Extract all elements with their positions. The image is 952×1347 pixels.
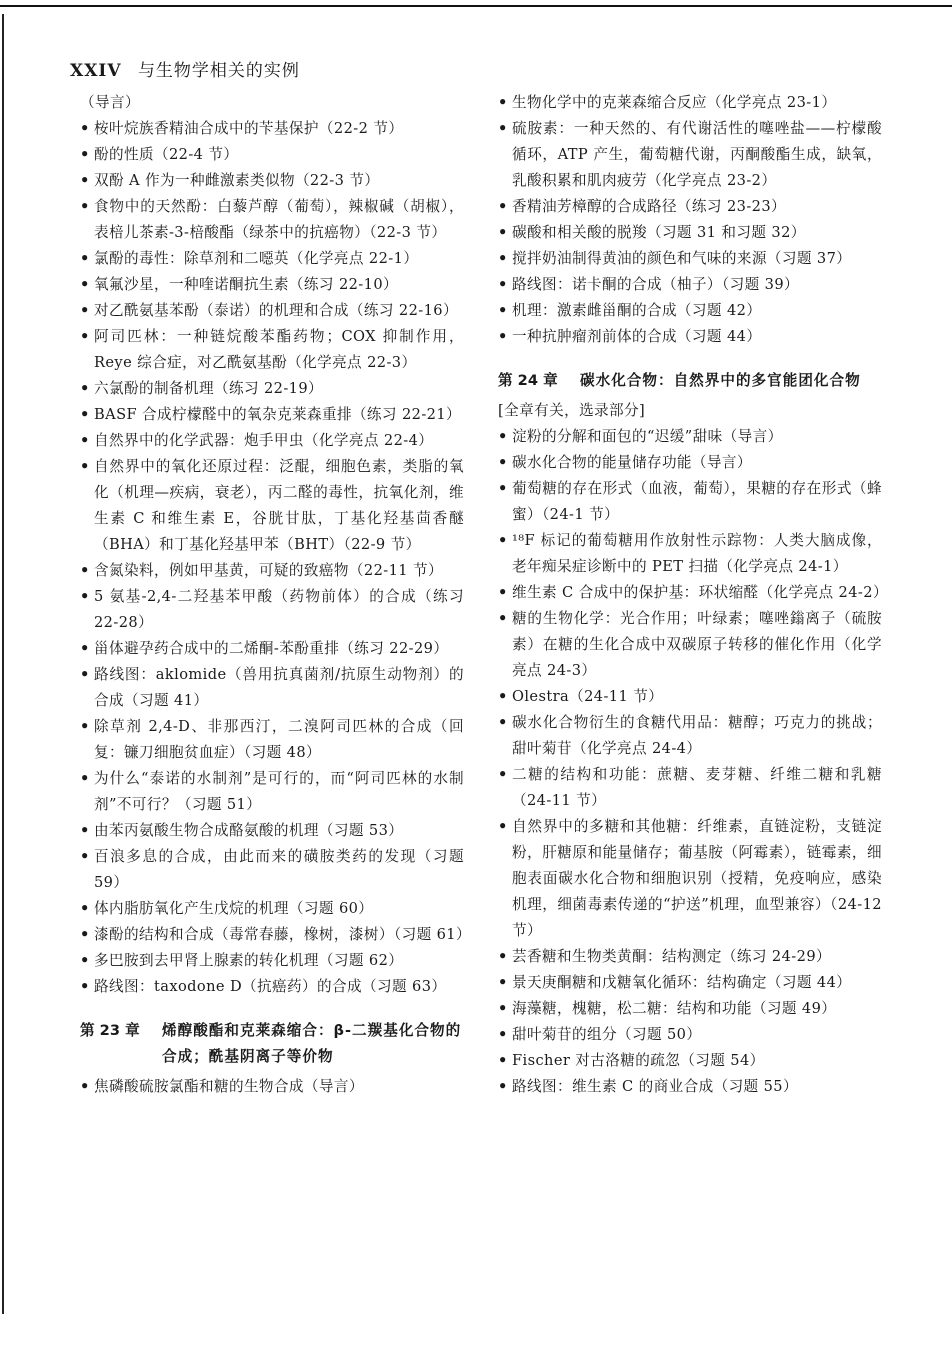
list-item: • 六氯酚的制备机理（练习 22-19） (80, 376, 464, 402)
list-item: • 除草剂 2,4-D、非那西汀，二溴阿司匹林的合成（回复：镰刀细胞贫血症）（习题 48） (80, 714, 464, 766)
list-item: • 氧氟沙星，一种喹诺酮抗生素（练习 22-10） (80, 272, 464, 298)
page-header (70, 56, 300, 81)
list-item: • 对乙酰氨基苯酚（泰诺）的机理和合成（练习 22-16） (80, 298, 464, 324)
list-item: • 桉叶烷族香精油合成中的苄基保护（22-2 节） (80, 116, 464, 142)
right-item-list (498, 90, 882, 350)
list-item: • 二糖的结构和功能：蔗糖、麦芽糖、纤维二糖和乳糖（24-11 节） (498, 762, 882, 814)
list-item: • 多巴胺到去甲肾上腺素的转化机理（习题 62） (80, 948, 464, 974)
chapter-23-item-list (80, 1074, 464, 1100)
page-number: XXIV (70, 61, 122, 81)
list-item: • 淀粉的分解和面包的“迟缓”甜味（导言） (498, 424, 882, 450)
list-item: • 维生素 C 合成中的保护基：环状缩醛（化学亮点 24-2） (498, 580, 882, 606)
list-item: • 氯酚的毒性：除草剂和二噁英（化学亮点 22-1） (80, 246, 464, 272)
list-item: • 碳水化合物的能量储存功能（导言） (498, 450, 882, 476)
list-item: • 自然界中的多糖和其他糖：纤维素，直链淀粉，支链淀粉，肝糖原和能量储存；葡基胺（阿霉素），链霉素，细胞表面碳水化合物和细胞识别（授精，免疫响应，感染机理，细菌毒素传递的“护送”机理，血型兼容）（24-12 节） (498, 814, 882, 944)
left-item-list (80, 116, 471, 1000)
list-item: • 碳酸和相关酸的脱羧（习题 31 和习题 32） (498, 220, 882, 246)
list-item: • 碳水化合物衍生的食糖代用品：糖醇；巧克力的挑战；甜叶菊苷（化学亮点 24-4） (498, 710, 882, 762)
chapter-24-heading (498, 368, 882, 394)
chapter-24-item-list (498, 424, 888, 1100)
list-item: • BASF 合成柠檬醛中的氧杂克莱森重排（练习 22-21） (80, 402, 464, 428)
list-item: • 路线图：taxodone D（抗癌药）的合成（习题 63） (80, 974, 464, 1000)
list-item: • ¹⁸F 标记的葡萄糖用作放射性示踪物：人类大脑成像，老年痴呆症诊断中的 PET 扫描（化学亮点 24-1） (498, 528, 882, 580)
list-item: • 生物化学中的克莱森缩合反应（化学亮点 23-1） (498, 90, 882, 116)
list-item: • 香精油芳樟醇的合成路径（练习 23-23） (498, 194, 882, 220)
list-item: • 路线图：维生素 C 的商业合成（习题 55） (498, 1074, 882, 1100)
list-item: • 葡萄糖的存在形式（血液，葡萄），果糖的存在形式（蜂蜜）（24-1 节） (498, 476, 882, 528)
binding-edge-rule (2, 14, 4, 1314)
chapter-24-note: [全章有关，选录部分] (498, 402, 646, 419)
intro-line: （导言） (80, 94, 140, 111)
list-item: • 食物中的天然酚：白藜芦醇（葡萄），辣椒碱（胡椒），表棓儿茶素-3-棓酸酯（绿茶中的抗癌物）（22-3 节） (80, 194, 464, 246)
list-item: • 路线图：诺卡酮的合成（柚子）（习题 39） (498, 272, 882, 298)
chapter-number: 第 24 章 (498, 372, 558, 389)
list-item: • 机理：激素雌甾酮的合成（习题 42） (498, 298, 882, 324)
chapter-title: 烯醇酸酯和克莱森缩合：β-二羰基化合物的合成；酰基阴离子等价物 (162, 1022, 462, 1065)
left-column (80, 90, 471, 1100)
list-item: • Olestra（24-11 节） (498, 684, 882, 710)
list-item: • 体内脂肪氧化产生戊烷的机理（习题 60） (80, 896, 464, 922)
list-item: • 甜叶菊苷的组分（习题 50） (498, 1022, 882, 1048)
chapter-title: 碳水化合物：自然界中的多官能团化合物 (580, 372, 861, 389)
list-item: • 路线图：aklomide（兽用抗真菌剂/抗原生动物剂）的合成（习题 41） (80, 662, 464, 714)
list-item: • 阿司匹林：一种链烷酸苯酯药物；COX 抑制作用，Reye 综合症，对乙酰氨基酚（化学亮点 22-3） (80, 324, 464, 376)
list-item: • 为什么“泰诺的水制剂”是可行的，而“阿司匹林的水制剂”不可行？（习题 51） (80, 766, 464, 818)
right-column (498, 90, 888, 1100)
list-item: • 含氮染料，例如甲基黄，可疑的致癌物（22-11 节） (80, 558, 464, 584)
list-item: • 自然界中的氧化还原过程：泛醌，细胞色素，类脂的氧化（机理—疾病，衰老），丙二醛的毒性，抗氧化剂，维生素 C 和维生素 E，谷胱甘肽，丁基化羟基茴香醚（BHA）和丁基化羟基甲苯（BHT）（22-9 节） (80, 454, 464, 558)
list-item: • 甾体避孕药合成中的二烯酮-苯酚重排（练习 22-29） (80, 636, 464, 662)
chapter-number: 第 23 章 (80, 1022, 140, 1039)
list-item: • 焦磷酸硫胺氯酯和糖的生物合成（导言） (80, 1074, 464, 1100)
list-item: • 双酚 A 作为一种雌激素类似物（22-3 节） (80, 168, 464, 194)
list-item: • Fischer 对古洛糖的疏忽（习题 54） (498, 1048, 882, 1074)
list-item: • 搅拌奶油制得黄油的颜色和气味的来源（习题 37） (498, 246, 882, 272)
list-item: • 海藻糖，槐糖，松二糖：结构和功能（习题 49） (498, 996, 882, 1022)
list-item: • 芸香糖和生物类黄酮：结构测定（练习 24-29） (498, 944, 882, 970)
list-item: • 酚的性质（22-4 节） (80, 142, 464, 168)
list-item: • 自然界中的化学武器：炮手甲虫（化学亮点 22-4） (80, 428, 464, 454)
list-item: • 漆酚的结构和合成（毒常春藤，橡树，漆树）（习题 61） (80, 922, 464, 948)
list-item: • 5 氨基-2,4-二羟基苯甲酸（药物前体）的合成（练习 22-28） (80, 584, 464, 636)
list-item: • 糖的生物化学：光合作用；叶绿素；噻唑鎓离子（硫胺素）在糖的生化合成中双碳原子转移的催化作用（化学亮点 24-3） (498, 606, 882, 684)
list-item: • 一种抗肿瘤剂前体的合成（习题 44） (498, 324, 882, 350)
page-title: 与生物学相关的实例 (137, 61, 300, 81)
list-item: • 硫胺素：一种天然的、有代谢活性的噻唑盐——柠檬酸循环，ATP 产生，葡萄糖代谢，丙酮酸酯生成，缺氧，乳酸积累和肌肉疲劳（化学亮点 23-2） (498, 116, 882, 194)
chapter-23-heading (80, 1018, 464, 1070)
list-item: • 景天庚酮糖和戊糖氧化循环：结构确定（习题 44） (498, 970, 882, 996)
top-rule (0, 5, 952, 7)
list-item: • 百浪多息的合成，由此而来的磺胺类药的发现（习题 59） (80, 844, 464, 896)
list-item: • 由苯丙氨酸生物合成酪氨酸的机理（习题 53） (80, 818, 464, 844)
